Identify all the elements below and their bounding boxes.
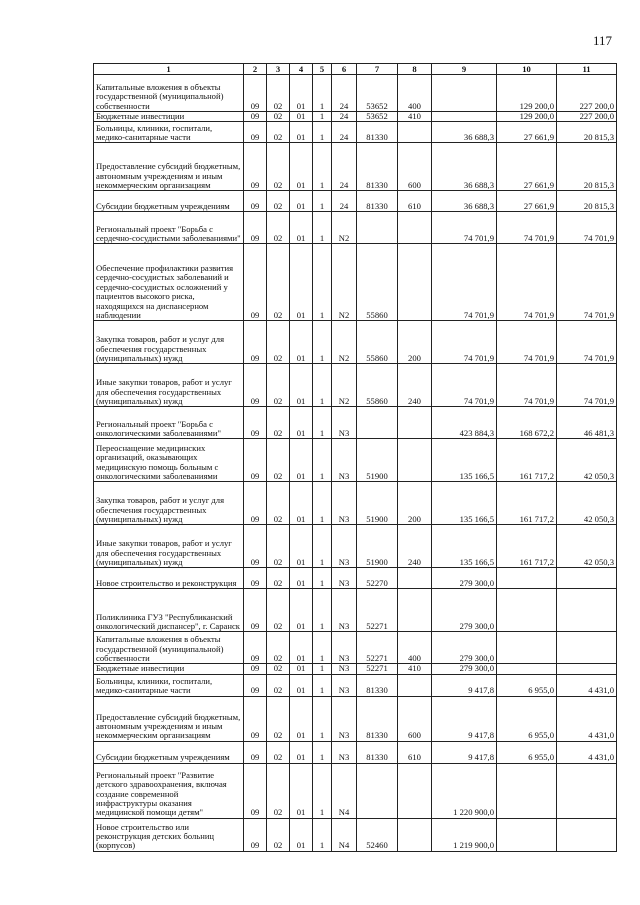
row-value-cell: 09 — [244, 321, 267, 364]
row-value-cell: 1 — [313, 741, 332, 763]
row-value-cell: 01 — [290, 364, 313, 407]
table-row — [94, 741, 617, 763]
row-name-cell: Капитальные вложения в объекты государственной (муниципальной) собственности — [94, 75, 244, 112]
row-value-cell: 02 — [267, 664, 290, 674]
row-value-cell: 74 701,9 — [432, 321, 497, 364]
row-value-cell: 09 — [244, 112, 267, 122]
row-value-cell: N3 — [332, 439, 357, 482]
table-row — [94, 525, 617, 568]
row-value-cell: 02 — [267, 407, 290, 439]
row-value-cell: 36 688,3 — [432, 191, 497, 212]
table-row — [94, 439, 617, 482]
row-value-cell: 279 300,0 — [432, 589, 497, 632]
row-value-cell: 09 — [244, 741, 267, 763]
row-value-cell: 279 300,0 — [432, 664, 497, 674]
table-row — [94, 75, 617, 112]
row-name-cell: Субсидии бюджетным учреждениям — [94, 741, 244, 763]
row-value-cell: 09 — [244, 632, 267, 664]
row-value-cell: N2 — [332, 244, 357, 321]
row-value-cell: 52271 — [357, 632, 398, 664]
row-value-cell — [398, 122, 432, 143]
row-value-cell: 279 300,0 — [432, 632, 497, 664]
row-value-cell: N3 — [332, 664, 357, 674]
row-value-cell: 20 815,3 — [557, 143, 617, 191]
row-name-cell: Бюджетные инвестиции — [94, 664, 244, 674]
row-value-cell: 240 — [398, 525, 432, 568]
row-name-cell: Закупка товаров, работ и услуг для обеспечения государственных (муниципальных) нужд — [94, 482, 244, 525]
row-value-cell: 400 — [398, 75, 432, 112]
row-name-cell: Новое строительство или реконструкция детских больниц (корпусов) — [94, 818, 244, 851]
header-cell: 1 — [94, 64, 244, 75]
row-value-cell: 74 701,9 — [497, 212, 557, 244]
row-value-cell: N3 — [332, 568, 357, 589]
row-value-cell — [398, 763, 432, 818]
row-value-cell: N3 — [332, 407, 357, 439]
row-value-cell — [398, 818, 432, 851]
row-value-cell: 74 701,9 — [497, 364, 557, 407]
row-value-cell: 1 — [313, 568, 332, 589]
row-value-cell: 09 — [244, 674, 267, 696]
row-value-cell: 02 — [267, 75, 290, 112]
row-value-cell: 410 — [398, 664, 432, 674]
row-value-cell: 01 — [290, 112, 313, 122]
table-row — [94, 674, 617, 696]
row-value-cell: 09 — [244, 364, 267, 407]
table-row — [94, 818, 617, 851]
row-value-cell: 74 701,9 — [557, 244, 617, 321]
row-value-cell: 36 688,3 — [432, 122, 497, 143]
row-value-cell: 161 717,2 — [497, 525, 557, 568]
row-value-cell — [398, 439, 432, 482]
row-value-cell: 52271 — [357, 664, 398, 674]
row-value-cell: 02 — [267, 191, 290, 212]
row-value-cell — [398, 589, 432, 632]
row-value-cell: 01 — [290, 763, 313, 818]
row-value-cell: 1 — [313, 525, 332, 568]
row-value-cell: 610 — [398, 741, 432, 763]
row-value-cell — [398, 212, 432, 244]
row-value-cell: 423 884,3 — [432, 407, 497, 439]
row-value-cell: 1 — [313, 696, 332, 741]
row-value-cell: 81330 — [357, 741, 398, 763]
table-row — [94, 122, 617, 143]
row-value-cell: 600 — [398, 143, 432, 191]
row-value-cell: 53652 — [357, 112, 398, 122]
row-value-cell: 74 701,9 — [432, 244, 497, 321]
row-value-cell: 9 417,8 — [432, 696, 497, 741]
row-value-cell: 1 — [313, 122, 332, 143]
row-value-cell: 27 661,9 — [497, 143, 557, 191]
row-value-cell: 1 — [313, 143, 332, 191]
row-value-cell: 52460 — [357, 818, 398, 851]
row-value-cell: 135 166,5 — [432, 439, 497, 482]
row-name-cell: Региональный проект "Борьба с сердечно-сосудистыми заболеваниями" — [94, 212, 244, 244]
row-value-cell — [497, 664, 557, 674]
row-value-cell: 1 — [313, 439, 332, 482]
row-value-cell — [357, 212, 398, 244]
row-value-cell — [557, 763, 617, 818]
row-value-cell: 74 701,9 — [557, 212, 617, 244]
row-value-cell — [557, 664, 617, 674]
table-row — [94, 763, 617, 818]
row-value-cell: 09 — [244, 664, 267, 674]
row-value-cell: 20 815,3 — [557, 122, 617, 143]
row-value-cell: 1 — [313, 664, 332, 674]
row-value-cell: 4 431,0 — [557, 674, 617, 696]
row-value-cell: N3 — [332, 525, 357, 568]
row-value-cell: 24 — [332, 191, 357, 212]
row-value-cell — [398, 407, 432, 439]
row-value-cell: 135 166,5 — [432, 482, 497, 525]
row-value-cell: 01 — [290, 244, 313, 321]
row-value-cell: 02 — [267, 482, 290, 525]
row-name-cell: Региональный проект "Борьба с онкологическими заболеваниями" — [94, 407, 244, 439]
page-number: 117 — [592, 33, 612, 48]
row-value-cell: 81330 — [357, 143, 398, 191]
row-value-cell: 168 672,2 — [497, 407, 557, 439]
row-value-cell: 1 — [313, 191, 332, 212]
row-value-cell: 51900 — [357, 482, 398, 525]
row-value-cell: 81330 — [357, 122, 398, 143]
row-value-cell: 52270 — [357, 568, 398, 589]
row-value-cell: 74 701,9 — [557, 364, 617, 407]
row-value-cell: 01 — [290, 143, 313, 191]
row-value-cell: 1 — [313, 763, 332, 818]
row-value-cell: 1 219 900,0 — [432, 818, 497, 851]
row-value-cell: 24 — [332, 112, 357, 122]
row-value-cell: 01 — [290, 664, 313, 674]
row-value-cell — [357, 763, 398, 818]
table-row — [94, 191, 617, 212]
row-value-cell: N3 — [332, 589, 357, 632]
row-value-cell: 51900 — [357, 525, 398, 568]
row-value-cell: 135 166,5 — [432, 525, 497, 568]
row-value-cell: 6 955,0 — [497, 696, 557, 741]
row-value-cell: 1 — [313, 674, 332, 696]
row-value-cell: 6 955,0 — [497, 741, 557, 763]
row-value-cell: 46 481,3 — [557, 407, 617, 439]
row-value-cell: 02 — [267, 364, 290, 407]
row-value-cell: 01 — [290, 741, 313, 763]
row-value-cell — [557, 632, 617, 664]
row-value-cell: 09 — [244, 589, 267, 632]
row-value-cell: N3 — [332, 741, 357, 763]
row-value-cell: N4 — [332, 763, 357, 818]
row-value-cell: 02 — [267, 112, 290, 122]
row-value-cell: 42 050,3 — [557, 482, 617, 525]
row-value-cell: 52271 — [357, 589, 398, 632]
row-name-cell: Иные закупки товаров, работ и услуг для обеспечения государственных (муниципальных) нужд — [94, 364, 244, 407]
row-value-cell: 74 701,9 — [497, 244, 557, 321]
row-value-cell — [557, 568, 617, 589]
row-value-cell: 161 717,2 — [497, 439, 557, 482]
row-value-cell: N3 — [332, 632, 357, 664]
row-value-cell: N4 — [332, 818, 357, 851]
table-row — [94, 568, 617, 589]
row-value-cell: 02 — [267, 632, 290, 664]
row-value-cell: 09 — [244, 122, 267, 143]
table-row — [94, 212, 617, 244]
row-value-cell — [497, 763, 557, 818]
table-row — [94, 589, 617, 632]
row-value-cell: 600 — [398, 696, 432, 741]
row-name-cell: Больницы, клиники, госпитали, медико-санитарные части — [94, 122, 244, 143]
row-value-cell: 02 — [267, 696, 290, 741]
row-value-cell: 01 — [290, 439, 313, 482]
row-value-cell — [497, 632, 557, 664]
table-row — [94, 407, 617, 439]
row-value-cell: 09 — [244, 407, 267, 439]
row-value-cell: 01 — [290, 696, 313, 741]
table-row — [94, 632, 617, 664]
row-value-cell: 27 661,9 — [497, 191, 557, 212]
row-value-cell: 09 — [244, 568, 267, 589]
header-cell: 5 — [313, 64, 332, 75]
row-value-cell: 55860 — [357, 364, 398, 407]
row-value-cell: 24 — [332, 75, 357, 112]
row-name-cell: Субсидии бюджетным учреждениям — [94, 191, 244, 212]
row-value-cell: 74 701,9 — [497, 321, 557, 364]
header-cell: 11 — [557, 64, 617, 75]
row-value-cell: 02 — [267, 674, 290, 696]
row-value-cell: 42 050,3 — [557, 439, 617, 482]
table-row — [94, 321, 617, 364]
row-value-cell: 1 — [313, 407, 332, 439]
row-value-cell: 227 200,0 — [557, 75, 617, 112]
row-value-cell: 1 — [313, 632, 332, 664]
row-name-cell: Бюджетные инвестиции — [94, 112, 244, 122]
table-row — [94, 364, 617, 407]
table-row — [94, 244, 617, 321]
row-value-cell: 1 — [313, 75, 332, 112]
row-value-cell: 227 200,0 — [557, 112, 617, 122]
row-value-cell — [557, 589, 617, 632]
row-value-cell — [497, 589, 557, 632]
row-value-cell: 200 — [398, 482, 432, 525]
row-value-cell: 1 — [313, 212, 332, 244]
row-value-cell: N2 — [332, 212, 357, 244]
table-row — [94, 112, 617, 122]
row-value-cell: 02 — [267, 143, 290, 191]
row-value-cell: 02 — [267, 122, 290, 143]
row-name-cell: Предоставление субсидий бюджетным, автономным учреждениям и иным некоммерческим организациям — [94, 143, 244, 191]
row-value-cell: 74 701,9 — [432, 212, 497, 244]
row-value-cell: 09 — [244, 525, 267, 568]
row-value-cell — [398, 244, 432, 321]
row-name-cell: Переоснащение медицинских организаций, оказывающих медицинскую помощь больным с онкологическими заболеваниями — [94, 439, 244, 482]
row-value-cell: 01 — [290, 482, 313, 525]
row-value-cell — [432, 112, 497, 122]
row-value-cell: 02 — [267, 818, 290, 851]
row-value-cell: 02 — [267, 568, 290, 589]
row-name-cell: Предоставление субсидий бюджетным, автономным учреждениям и иным некоммерческим организациям — [94, 696, 244, 741]
row-value-cell: 36 688,3 — [432, 143, 497, 191]
row-value-cell: 4 431,0 — [557, 696, 617, 741]
row-value-cell: 9 417,8 — [432, 674, 497, 696]
row-value-cell: 161 717,2 — [497, 482, 557, 525]
row-value-cell: 9 417,8 — [432, 741, 497, 763]
row-value-cell: 09 — [244, 439, 267, 482]
row-value-cell: N3 — [332, 696, 357, 741]
budget-table — [93, 63, 617, 852]
row-value-cell: 610 — [398, 191, 432, 212]
row-value-cell: 02 — [267, 525, 290, 568]
row-value-cell — [497, 818, 557, 851]
row-value-cell: 74 701,9 — [557, 321, 617, 364]
row-value-cell: 81330 — [357, 191, 398, 212]
row-value-cell: 4 431,0 — [557, 741, 617, 763]
row-value-cell: 410 — [398, 112, 432, 122]
row-value-cell: N2 — [332, 364, 357, 407]
header-cell: 6 — [332, 64, 357, 75]
row-name-cell: Больницы, клиники, госпитали, медико-санитарные части — [94, 674, 244, 696]
table-row — [94, 664, 617, 674]
row-value-cell: 02 — [267, 763, 290, 818]
row-value-cell: 01 — [290, 632, 313, 664]
row-value-cell: 09 — [244, 212, 267, 244]
row-value-cell: 279 300,0 — [432, 568, 497, 589]
row-value-cell — [497, 568, 557, 589]
row-value-cell: 1 — [313, 589, 332, 632]
row-value-cell: 02 — [267, 212, 290, 244]
row-value-cell — [432, 75, 497, 112]
row-value-cell: 240 — [398, 364, 432, 407]
row-value-cell: 200 — [398, 321, 432, 364]
row-name-cell: Новое строительство и реконструкция — [94, 568, 244, 589]
row-value-cell: 01 — [290, 525, 313, 568]
row-value-cell: 1 — [313, 364, 332, 407]
row-value-cell: 01 — [290, 407, 313, 439]
table-row — [94, 143, 617, 191]
row-value-cell: 01 — [290, 212, 313, 244]
row-value-cell: 02 — [267, 589, 290, 632]
row-value-cell: 1 — [313, 112, 332, 122]
row-value-cell: 09 — [244, 143, 267, 191]
row-value-cell: 02 — [267, 244, 290, 321]
row-value-cell: 1 — [313, 244, 332, 321]
header-cell: 9 — [432, 64, 497, 75]
header-cell: 8 — [398, 64, 432, 75]
row-name-cell: Поликлиника ГУЗ "Республиканский онкологический диспансер", г. Саранск — [94, 589, 244, 632]
row-name-cell: Иные закупки товаров, работ и услуг для обеспечения государственных (муниципальных) нужд — [94, 525, 244, 568]
table-row — [94, 482, 617, 525]
row-value-cell: 20 815,3 — [557, 191, 617, 212]
row-value-cell: 02 — [267, 741, 290, 763]
row-value-cell: 01 — [290, 321, 313, 364]
header-cell: 3 — [267, 64, 290, 75]
row-value-cell: N3 — [332, 482, 357, 525]
row-value-cell: 129 200,0 — [497, 112, 557, 122]
row-value-cell: 400 — [398, 632, 432, 664]
header-row — [94, 64, 617, 75]
row-value-cell — [357, 407, 398, 439]
header-cell: 7 — [357, 64, 398, 75]
header-cell: 10 — [497, 64, 557, 75]
row-value-cell: 01 — [290, 75, 313, 112]
row-name-cell: Обеспечение профилактики развития сердечно-сосудистых заболеваний и сердечно-сосудистых осложнений у пациентов высокого риска, находящихся на диспансерном наблюдении — [94, 244, 244, 321]
row-value-cell: 51900 — [357, 439, 398, 482]
row-name-cell: Капитальные вложения в объекты государственной (муниципальной) собственности — [94, 632, 244, 664]
table-row — [94, 696, 617, 741]
row-value-cell: 1 — [313, 482, 332, 525]
row-value-cell: 02 — [267, 439, 290, 482]
row-value-cell: 24 — [332, 122, 357, 143]
row-value-cell: 74 701,9 — [432, 364, 497, 407]
row-value-cell: 27 661,9 — [497, 122, 557, 143]
row-value-cell — [398, 674, 432, 696]
row-value-cell: 02 — [267, 321, 290, 364]
row-value-cell — [557, 818, 617, 851]
row-value-cell: 55860 — [357, 244, 398, 321]
row-value-cell: 24 — [332, 143, 357, 191]
row-value-cell: 01 — [290, 568, 313, 589]
row-name-cell: Закупка товаров, работ и услуг для обеспечения государственных (муниципальных) нужд — [94, 321, 244, 364]
row-value-cell: 09 — [244, 818, 267, 851]
row-value-cell: 09 — [244, 696, 267, 741]
header-cell: 4 — [290, 64, 313, 75]
row-value-cell: N3 — [332, 674, 357, 696]
row-value-cell: 42 050,3 — [557, 525, 617, 568]
row-value-cell: N2 — [332, 321, 357, 364]
row-value-cell: 81330 — [357, 696, 398, 741]
row-value-cell: 53652 — [357, 75, 398, 112]
row-value-cell: 01 — [290, 674, 313, 696]
row-value-cell: 09 — [244, 75, 267, 112]
row-value-cell: 09 — [244, 191, 267, 212]
row-value-cell: 01 — [290, 191, 313, 212]
row-value-cell: 01 — [290, 818, 313, 851]
row-value-cell — [398, 568, 432, 589]
row-value-cell: 129 200,0 — [497, 75, 557, 112]
row-value-cell: 1 220 900,0 — [432, 763, 497, 818]
row-name-cell: Региональный проект "Развитие детского здравоохранения, включая создание современной инфраструктуры оказания медицинской помощи детям" — [94, 763, 244, 818]
row-value-cell: 01 — [290, 122, 313, 143]
row-value-cell: 81330 — [357, 674, 398, 696]
row-value-cell: 09 — [244, 482, 267, 525]
header-cell: 2 — [244, 64, 267, 75]
row-value-cell: 1 — [313, 321, 332, 364]
row-value-cell: 09 — [244, 244, 267, 321]
row-value-cell: 1 — [313, 818, 332, 851]
row-value-cell: 09 — [244, 763, 267, 818]
row-value-cell: 01 — [290, 589, 313, 632]
row-value-cell: 55860 — [357, 321, 398, 364]
row-value-cell: 6 955,0 — [497, 674, 557, 696]
